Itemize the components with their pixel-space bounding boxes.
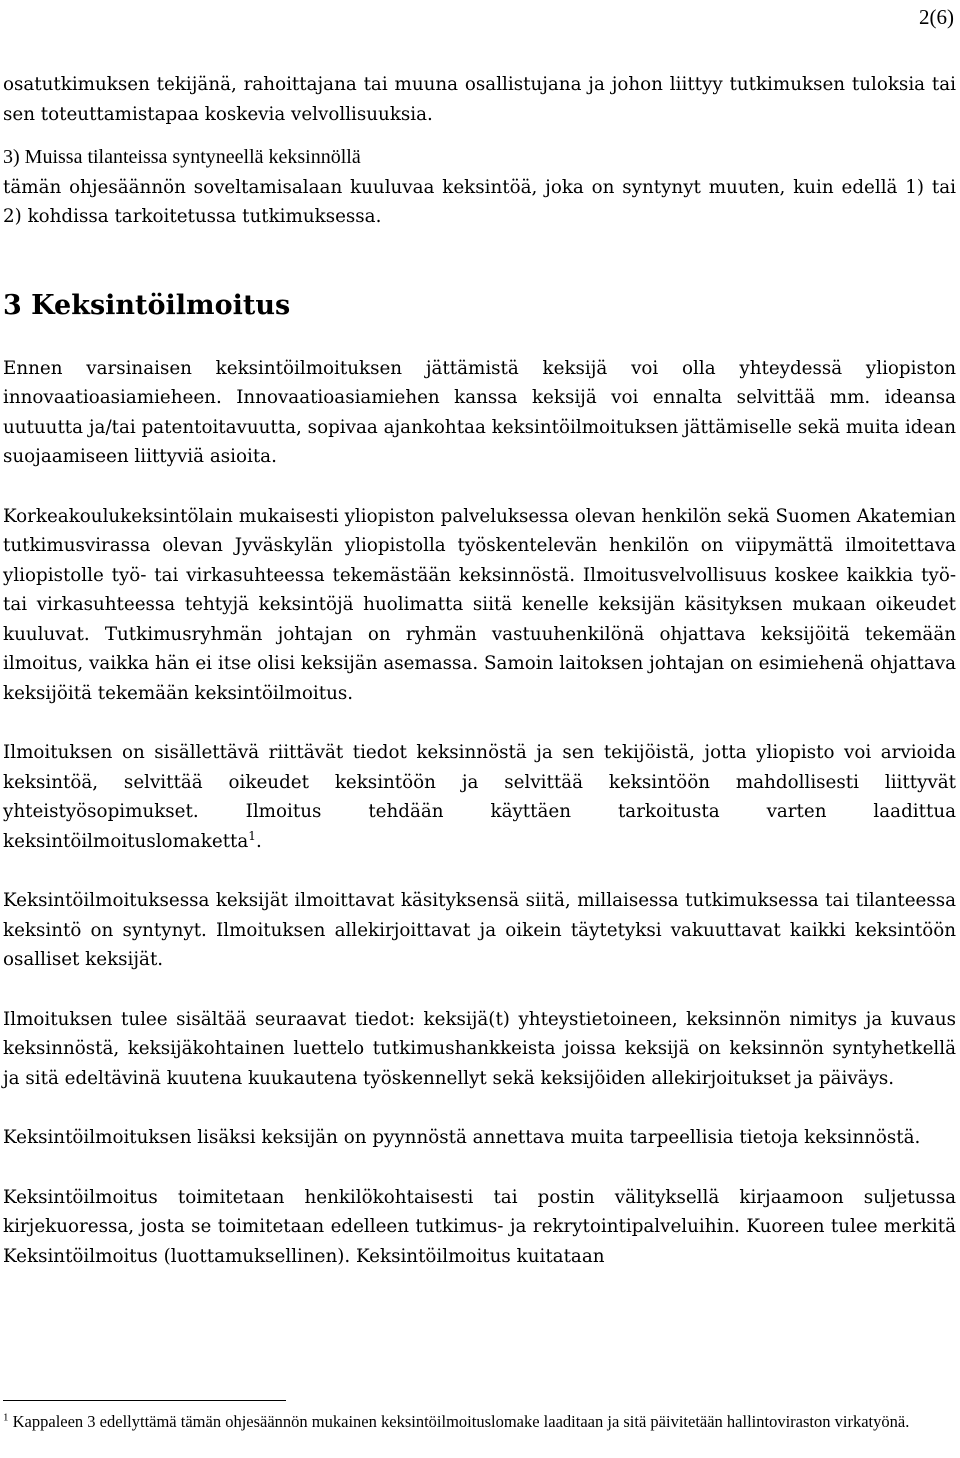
paragraph-continuation: osatutkimuksen tekijänä, rahoittajana tai muuna osallistujana ja johon liittyy tutkimuksen tuloksia tai sen toteuttamistapaa koskevia velvollisuuksia. [3,74,956,125]
document-body [3,70,956,1271]
paragraph-obligation: Korkeakoulukeksintölain mukaisesti yliopiston palveluksessa olevan henkilön sekä Suomen Akatemian tutkimusvirassa olevan Jyväskylän yliopistolla työskentelevän henkilön on viipymättä ilmoitettava yliopistolle työ- tai virkasuhteessa tekemästään keksinnöstä. Ilmoitusvelvollisuus koskee kaikkia työ- tai virkasuhteessa tehtyjä keksintöjä huolimatta siitä kenelle keksijän käsityksen mukaan oikeudet kuuluvat. Tutkimusryhmän johtajan on ryhmän vastuuhenkilönä ohjattava keksijöitä tekemään ilmoitus, vaikka hän ei itse olisi keksijän asemassa. Samoin laitoksen johtajan on esimiehenä ohjattava keksijöitä tekemään keksintöilmoitus. [3,505,956,704]
page-number: 2(6) [919,5,954,29]
section-heading: 3 Keksintöilmoitus [3,289,291,321]
other-situations-body: tämän ohjesäännön soveltamisalaan kuuluvaa keksintöä, joka on syntynyt muuten, kuin edellä 1) tai 2) kohdissa tarkoitetussa tutkimuksessa. [3,176,956,227]
paragraph-signing: Keksintöilmoituksessa keksijät ilmoittavat käsityksensä siitä, millaisessa tutkimuksessa tai tilanteessa keksintö on syntynyt. Ilmoituksen allekirjoittavat ja oikein täytetyksi vakuuttavat kaikki keksintöön osalliset keksijät. [3,890,956,970]
footnote [3,1410,933,1433]
paragraph-delivery: Keksintöilmoitus toimitetaan henkilökohtaisesti tai postin välityksellä kirjaamoon suljetussa kirjekuoressa, josta se toimitetaan edelleen tutkimus- ja rekrytointipalveluihin. Kuoreen tulee merkitä Keksintöilmoitus (luottamuksellinen). Keksintöilmoitus kuitataan [3,1186,956,1267]
contents-end: . [255,830,262,852]
footnote-divider [3,1400,286,1401]
contents-text: Ilmoituksen on sisällettävä riittävät tiedot keksinnöstä ja sen tekijöistä, jotta yliopisto voi arvioida keksintöä, selvittää oikeudet keksintöön ja selvittää keksintöön mahdollisesti liittyvät yhteistyösopimukset. Ilmoitus tehdään käyttäen tarkoitusta varten laadittua keksintöilmoituslomaketta [3,742,956,852]
paragraph-required-info: Ilmoituksen tulee sisältää seuraavat tiedot: keksijä(t) yhteystietoineen, keksinnön nimitys ja kuvaus keksinnöstä, keksijäkohtainen luettelo tutkimushankkeista joissa keksijä on keksinnön syntyhetkellä ja sitä edeltävinä kuutena kuukautena työskennellyt sekä keksijöiden allekirjoitukset ja päiväys. [3,1008,956,1089]
footnote-ref[interactable]: 1 [248,828,256,843]
footnote-marker: 1 [3,1411,9,1424]
paragraph-contents [3,738,956,856]
footnote-text: Kappaleen 3 edellyttämä tämän ohjesäännön mukainen keksintöilmoituslomake laaditaan ja sitä päivitetään hallintoviraston virkatyönä. [12,1412,910,1431]
paragraph-additional-info: Keksintöilmoituksen lisäksi keksijän on pyynnöstä annettava muita tarpeellisia tietoja keksinnöstä. [3,1127,921,1148]
paragraph-other-situations [3,143,956,232]
paragraph-innovation-advisor: Ennen varsinaisen keksintöilmoituksen jättämistä keksijä voi olla yhteydessä yliopiston innovaatioasiamieheen. Innovaatioasiamiehen kanssa keksijä voi ennalta selvittää mm. ideansa uutuutta ja/tai patentoitavuutta, sopivaa ajankohtaa keksintöilmoituksen jättämiselle sekä muita idean suojaamiseen liittyviä asioita. [3,357,956,467]
other-situations-title: 3) Muissa tilanteissa syntyneellä keksinnöllä [3,146,361,168]
